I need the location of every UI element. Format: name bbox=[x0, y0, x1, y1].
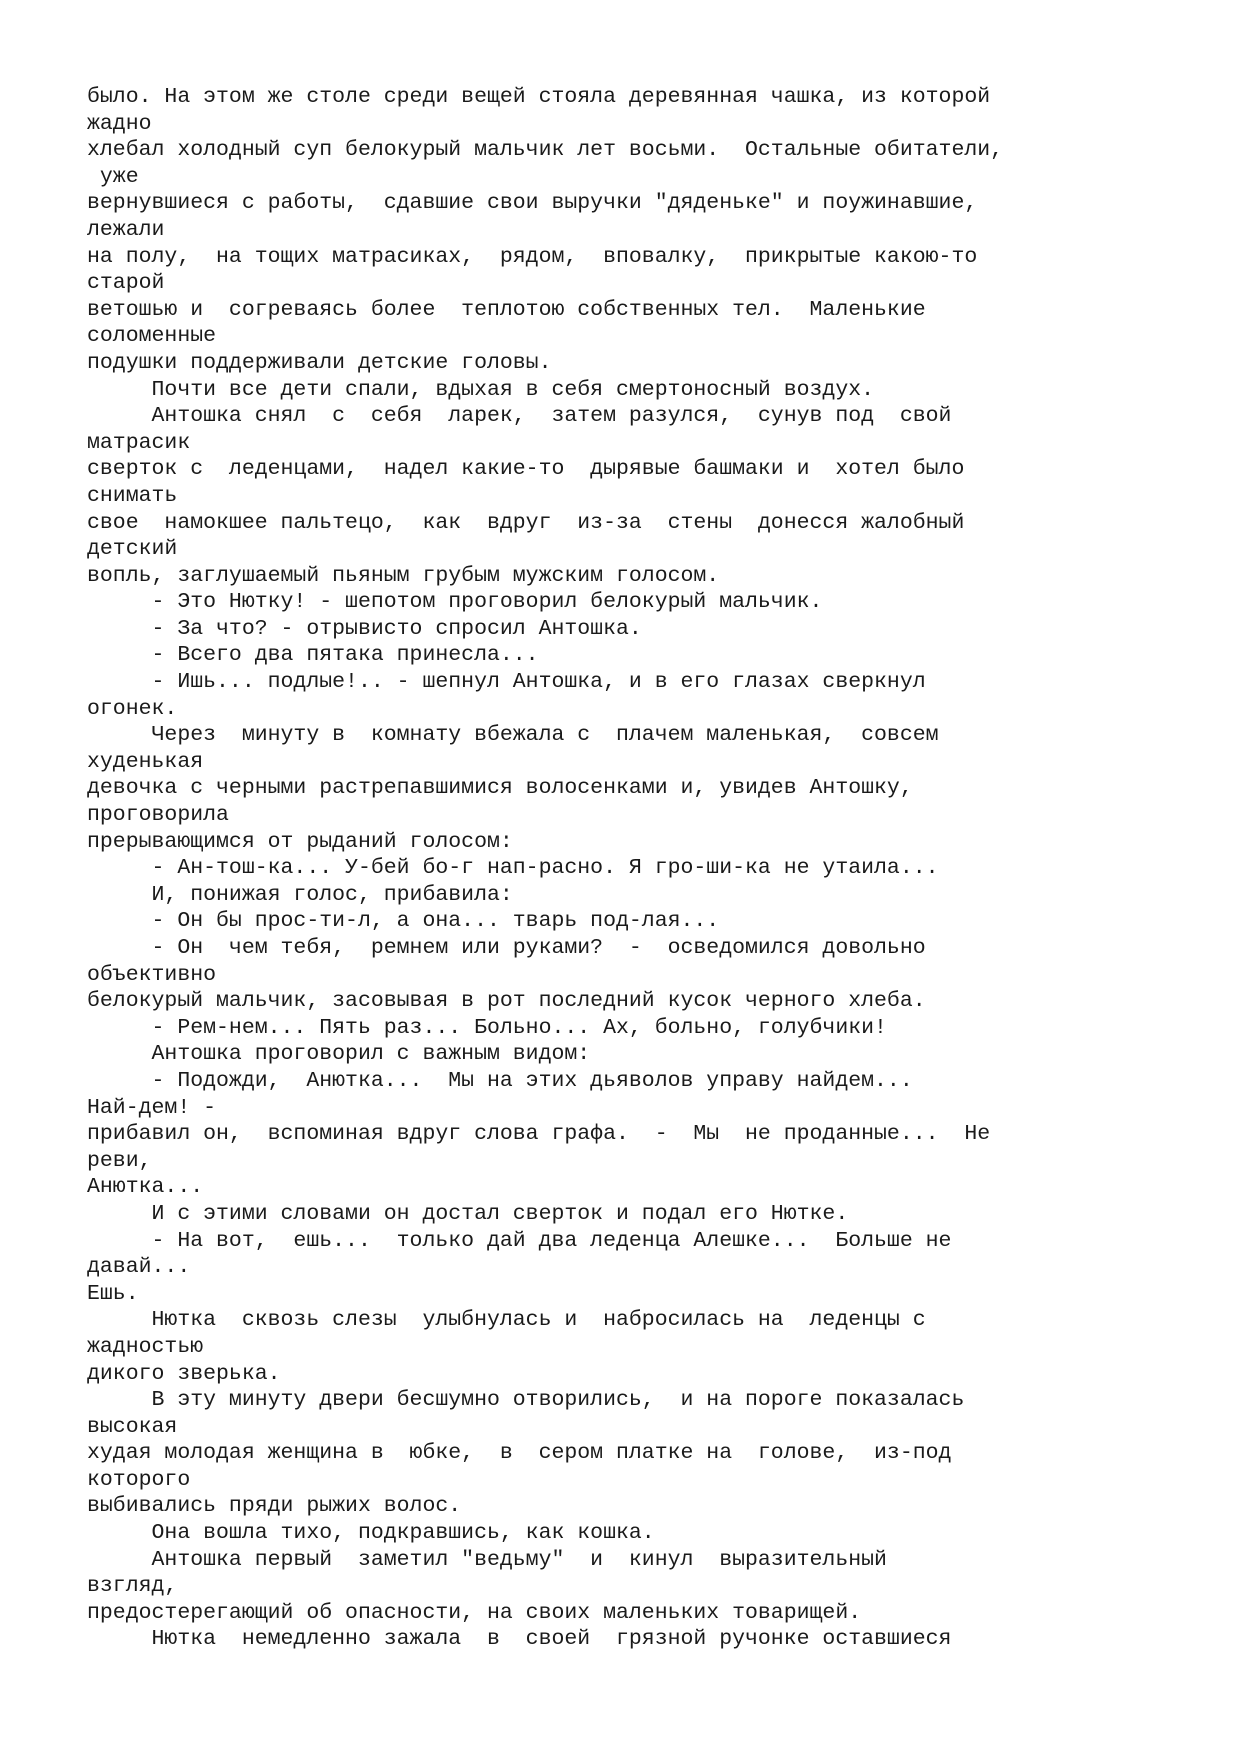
text-line: которого bbox=[87, 1467, 191, 1492]
text-line: давай... bbox=[87, 1255, 191, 1280]
text-line: сверток с леденцами, надел какие-то дырявые башмаки и хотел было bbox=[87, 457, 965, 482]
text-line: выбивались пряди рыжих волос. bbox=[87, 1494, 462, 1519]
text-line: Анютка... bbox=[87, 1175, 204, 1200]
text-line: предостерегающий об опасности, на своих маленьких товарищей. bbox=[87, 1600, 862, 1625]
text-line: Она вошла тихо, подкравшись, как кошка. bbox=[87, 1521, 655, 1546]
text-line: Антошка первый заметил "ведьму" и кинул выразительный bbox=[87, 1547, 887, 1572]
text-line: соломенные bbox=[87, 324, 217, 349]
text-line: - За что? - отрывисто спросил Антошка. bbox=[87, 616, 642, 641]
text-line: - Ишь... подлые!.. - шепнул Антошка, и в его глазах сверкнул bbox=[87, 670, 926, 695]
text-line: - Это Нютку! - шепотом проговорил белокурый мальчик. bbox=[87, 590, 823, 615]
text-line: худая молодая женщина в юбке, в сером платке на голове, из-под bbox=[87, 1441, 952, 1466]
text-line: реви, bbox=[87, 1148, 152, 1173]
text-line: Антошка снял с себя ларек, затем разулся, сунув под свой bbox=[87, 404, 952, 429]
text-line: И с этими словами он достал сверток и подал его Нютке. bbox=[87, 1201, 849, 1226]
text-line: - Рем-нем... Пять раз... Больно... Ах, больно, голубчики! bbox=[87, 1015, 887, 1040]
text-line: - Он бы прос-ти-л, а она... тварь под-лая... bbox=[87, 909, 720, 934]
text-line: Через минуту в комнату вбежала с плачем маленькая, совсем bbox=[87, 723, 939, 748]
text-line: Нютка сквозь слезы улыбнулась и набросилась на леденцы с bbox=[87, 1308, 926, 1333]
text-line: Антошка проговорил с важным видом: bbox=[87, 1042, 591, 1067]
text-line: проговорила bbox=[87, 803, 229, 828]
text-line: вопль, заглушаемый пьяным грубым мужским голосом. bbox=[87, 563, 720, 588]
text-line: девочка с черными растрепавшимися волосенками и, увидев Антошку, bbox=[87, 776, 913, 801]
text-line: И, понижая голос, прибавила: bbox=[87, 882, 513, 907]
text-line: жадностью bbox=[87, 1334, 204, 1359]
text-line: худенькая bbox=[87, 749, 204, 774]
text-line: вернувшиеся с работы, сдавшие свои выручки "дяденьке" и поужинавшие, bbox=[87, 191, 978, 216]
text-line: свое намокшее пальтецо, как вдруг из-за стены донесся жалобный bbox=[87, 510, 965, 535]
text-line: огонек. bbox=[87, 696, 178, 721]
text-line: подушки поддерживали детские головы. bbox=[87, 350, 552, 375]
text-line: детский bbox=[87, 537, 178, 562]
text-line: уже bbox=[87, 164, 139, 189]
text-line: прибавил он, вспоминая вдруг слова графа. - Мы не проданные... Не bbox=[87, 1122, 991, 1147]
text-line: ветошью и согреваясь более теплотою собственных тел. Маленькие bbox=[87, 297, 926, 322]
text-line: Най-дем! - bbox=[87, 1095, 217, 1120]
text-line: старой bbox=[87, 271, 165, 296]
text-line: белокурый мальчик, засовывая в рот последний кусок черного хлеба. bbox=[87, 989, 926, 1014]
text-line: снимать bbox=[87, 483, 178, 508]
text-line: - Ан-тош-ка... У-бей бо-г нап-расно. Я гро-ши-ка не утаила... bbox=[87, 856, 939, 881]
text-line: прерывающимся от рыданий голосом: bbox=[87, 829, 513, 854]
text-line: Ешь. bbox=[87, 1281, 139, 1306]
text-line: взгляд, bbox=[87, 1574, 178, 1599]
text-line: высокая bbox=[87, 1414, 178, 1439]
text-line: дикого зверька. bbox=[87, 1361, 281, 1386]
text-line: объективно bbox=[87, 962, 217, 987]
text-line: Почти все дети спали, вдыхая в себя смертоносный воздух. bbox=[87, 377, 875, 402]
text-line: жадно bbox=[87, 111, 152, 136]
text-line: - Подожди, Анютка... Мы на этих дьяволов управу найдем... bbox=[87, 1068, 913, 1093]
text-line: Нютка немедленно зажала в своей грязной ручонке оставшиеся bbox=[87, 1627, 952, 1652]
text-line: В эту минуту двери бесшумно отворились, и на пороге показалась bbox=[87, 1388, 965, 1413]
text-line: - Всего два пятака принесла... bbox=[87, 643, 539, 668]
text-line: хлебал холодный суп белокурый мальчик лет восьми. Остальные обитатели, bbox=[87, 138, 1004, 163]
text-line: лежали bbox=[87, 217, 165, 242]
text-line: на полу, на тощих матрасиках, рядом, вповалку, прикрытые какою-то bbox=[87, 244, 978, 269]
text-line: было. На этом же столе среди вещей стояла деревянная чашка, из которой bbox=[87, 85, 991, 109]
text-line: - На вот, ешь... только дай два леденца Алешке... Больше не bbox=[87, 1228, 952, 1253]
text-line: матрасик bbox=[87, 430, 191, 455]
text-line: - Он чем тебя, ремнем или руками? - осведомился довольно bbox=[87, 936, 926, 960]
document-page bbox=[87, 84, 1217, 1653]
